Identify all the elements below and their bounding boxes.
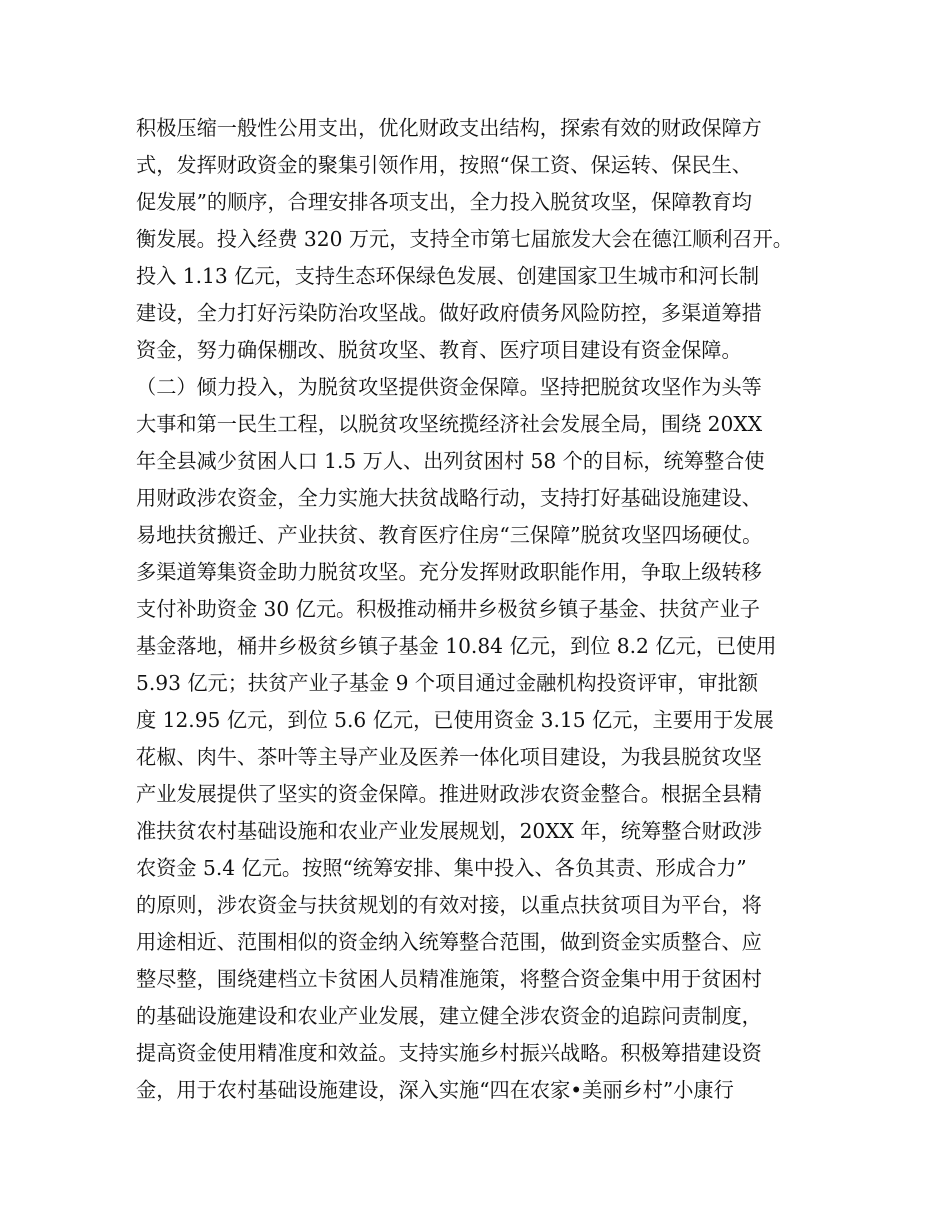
text-line: 年全县减少贫困人口 1.5 万人、出列贫困村 58 个的目标，统筹整合使 bbox=[136, 449, 765, 473]
text-line: 提高资金使用精准度和效益。支持实施乡村振兴战略。积极筹措建设资 bbox=[136, 1041, 762, 1065]
text-line: 的原则，涉农资金与扶贫规划的有效对接，以重点扶贫项目为平台，将 bbox=[136, 893, 762, 917]
text-line: 度 12.95 亿元，到位 5.6 亿元，已使用资金 3.15 亿元，主要用于发展 bbox=[136, 708, 774, 732]
text-line: 投入 1.13 亿元，支持生态环保绿色发展、创建国家卫生城市和河长制 bbox=[136, 264, 760, 288]
text-line: 花椒、肉牛、茶叶等主导产业及医养一体化项目建设，为我县脱贫攻坚 bbox=[136, 745, 762, 769]
text-line: 资金，努力确保棚改、脱贫攻坚、教育、医疗项目建设有资金保障。 bbox=[136, 338, 742, 362]
text-line: 整尽整，围绕建档立卡贫困人员精准施策，将整合资金集中用于贫困村 bbox=[136, 967, 762, 991]
text-line: 农资金 5.4 亿元。按照“统筹安排、集中投入、各负其责、形成合力” bbox=[136, 856, 747, 880]
text-line: 支付补助资金 30 亿元。积极推动桶井乡极贫乡镇子基金、扶贫产业子 bbox=[136, 597, 760, 621]
text-line: 金，用于农村基础设施建设，深入实施“四在农家•美丽乡村”小康行 bbox=[136, 1078, 734, 1102]
text-line: 产业发展提供了坚实的资金保障。推进财政涉农资金整合。根据全县精 bbox=[136, 782, 762, 806]
text-line: 建设，全力打好污染防治攻坚战。做好政府债务风险防控，多渠道筹措 bbox=[136, 301, 762, 325]
text-line: 式，发挥财政资金的聚集引领作用，按照“保工资、保运转、保民生、 bbox=[136, 153, 752, 177]
text-line: 易地扶贫搬迁、产业扶贫、教育医疗住房“三保障”脱贫攻坚四场硬仗。 bbox=[136, 523, 763, 547]
text-line: 用财政涉农资金，全力实施大扶贫战略行动，支持打好基础设施建设、 bbox=[136, 486, 762, 510]
text-line: 积极压缩一般性公用支出，优化财政支出结构，探索有效的财政保障方 bbox=[136, 116, 762, 140]
text-line: 促发展”的顺序，合理安排各项支出，全力投入脱贫攻坚，保障教育均 bbox=[136, 190, 752, 214]
text-line: 基金落地，桶井乡极贫乡镇子基金 10.84 亿元，到位 8.2 亿元，已使用 bbox=[136, 634, 777, 658]
text-line: 的基础设施建设和农业产业发展，建立健全涉农资金的追踪问责制度， bbox=[136, 1004, 762, 1028]
text-line: 准扶贫农村基础设施和农业产业发展规划，20XX 年，统筹整合财政涉 bbox=[136, 819, 763, 843]
text-line: 5.93 亿元；扶贫产业子基金 9 个项目通过金融机构投资评审，审批额 bbox=[136, 671, 759, 695]
text-line: 衡发展。投入经费 320 万元，支持全市第七届旅发大会在德江顺利召开。 bbox=[136, 227, 793, 251]
text-line: 用途相近、范围相似的资金纳入统筹整合范围，做到资金实质整合、应 bbox=[136, 930, 762, 954]
text-line: 大事和第一民生工程，以脱贫攻坚统揽经济社会发展全局，围绕 20XX bbox=[136, 412, 763, 436]
text-line: （二）倾力投入，为脱贫攻坚提供资金保障。坚持把脱贫攻坚作为头等 bbox=[136, 375, 762, 399]
text-line: 多渠道筹集资金助力脱贫攻坚。充分发挥财政职能作用，争取上级转移 bbox=[136, 560, 762, 584]
body-text bbox=[136, 110, 836, 1109]
